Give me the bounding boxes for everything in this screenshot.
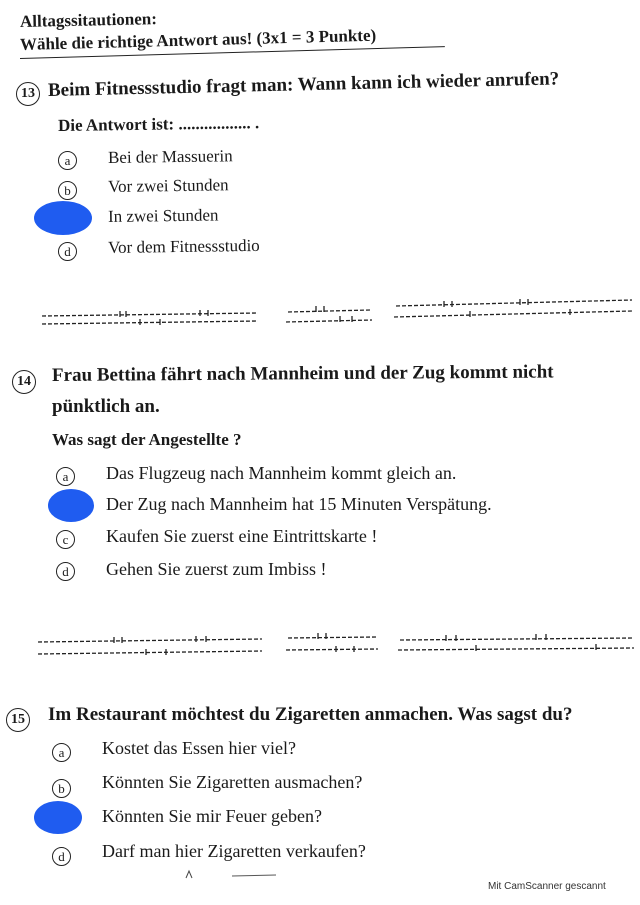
question-number-13: 13 xyxy=(16,82,40,106)
question-number-14: 14 xyxy=(12,370,36,394)
option-14-c-text[interactable]: Kaufen Sie zuerst eine Eintrittskarte ! xyxy=(106,526,378,546)
option-15-a-text[interactable]: Kostet das Essen hier viel? xyxy=(102,738,296,758)
option-15-c-text[interactable]: Könnten Sie mir Feuer geben? xyxy=(102,806,322,826)
option-13-b-text[interactable]: Vor zwei Stunden xyxy=(107,175,229,196)
section-title: Alltagssitautionen: xyxy=(19,9,158,31)
option-15-a-marker[interactable]: a xyxy=(52,743,71,762)
option-15-b-text[interactable]: Könnten Sie Zigaretten ausmachen? xyxy=(102,772,363,792)
option-15-b-marker[interactable]: b xyxy=(52,779,71,798)
question-13-prompt: Die Antwort ist: ................. . xyxy=(57,113,260,135)
option-14-d-marker[interactable]: d xyxy=(56,562,75,581)
selected-answer-mark-14 xyxy=(48,489,94,522)
selected-answer-mark-15 xyxy=(34,801,82,834)
option-13-d-marker[interactable]: d xyxy=(58,242,77,261)
selected-answer-mark-13 xyxy=(34,201,92,235)
option-13-b-marker[interactable]: b xyxy=(58,181,77,200)
question-number-15: 15 xyxy=(6,708,30,732)
option-13-d-text[interactable]: Vor dem Fitnessstudio xyxy=(107,235,260,257)
option-15-d-marker[interactable]: d xyxy=(52,847,71,866)
separator-dashes-1 xyxy=(40,292,635,332)
option-14-d-text[interactable]: Gehen Sie zuerst zum Imbiss ! xyxy=(106,559,327,579)
stray-marks xyxy=(180,868,280,882)
question-14-text-line1: Frau Bettina fährt nach Mannheim und der Zug kommt nicht xyxy=(51,361,554,386)
option-14-b-text[interactable]: Der Zug nach Mannheim hat 15 Minuten Verspätung. xyxy=(106,494,492,514)
option-14-a-text[interactable]: Das Flugzeug nach Mannheim kommt gleich an. xyxy=(106,463,457,483)
option-13-a-text[interactable]: Bei der Massuerin xyxy=(107,146,233,167)
option-14-a-marker[interactable]: a xyxy=(56,467,75,486)
question-13-text: Beim Fitnessstudio fragt man: Wann kann ich wieder anrufen? xyxy=(47,68,560,101)
option-13-a-marker[interactable]: a xyxy=(58,151,77,170)
question-14-prompt: Was sagt der Angestellte ? xyxy=(52,430,242,449)
camscanner-watermark: Mit CamScanner gescannt xyxy=(488,881,606,892)
option-13-c-text[interactable]: In zwei Stunden xyxy=(107,205,219,226)
question-15-text: Im Restaurant möchtest du Zigaretten anmachen. Was sagst du? xyxy=(48,704,573,725)
question-14-text-line2: pünktlich an. xyxy=(52,396,160,417)
option-14-c-marker[interactable]: c xyxy=(56,530,75,549)
option-15-d-text[interactable]: Darf man hier Zigaretten verkaufen? xyxy=(102,841,366,861)
instruction-text: Wähle die richtige Antwort aus! (3x1 = 3 Punkte) xyxy=(19,25,377,54)
separator-dashes-2 xyxy=(36,628,636,668)
